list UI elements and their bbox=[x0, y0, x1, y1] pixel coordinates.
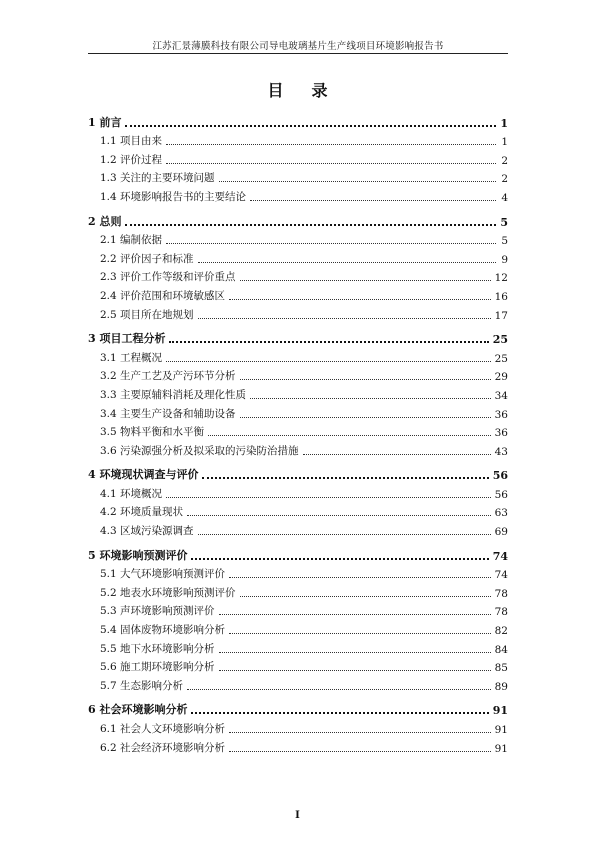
toc-entry-page: 4 bbox=[501, 191, 508, 204]
toc-entry-page: 2 bbox=[501, 154, 508, 167]
toc-entry-page: 5 bbox=[501, 235, 508, 248]
toc-chapter-entry[interactable] bbox=[88, 210, 508, 229]
toc-dot-leader bbox=[202, 476, 488, 479]
toc-entry-label: 5.7 生态影响分析 bbox=[100, 679, 184, 692]
toc-entry-page: 78 bbox=[494, 606, 508, 619]
toc-dot-leader bbox=[240, 378, 491, 380]
toc-entry-page: 34 bbox=[494, 389, 508, 402]
toc-entry-label: 2 总则 bbox=[88, 214, 122, 228]
toc-entry-page: 29 bbox=[494, 371, 508, 384]
toc-entry-page: 36 bbox=[494, 427, 508, 440]
toc-dot-leader bbox=[191, 711, 488, 714]
toc-dot-leader bbox=[125, 223, 496, 226]
toc-section-entry[interactable] bbox=[88, 148, 508, 167]
toc-entry-label: 5.3 声环境影响预测评价 bbox=[100, 605, 215, 618]
toc-entry-page: 84 bbox=[494, 643, 508, 656]
toc-dot-leader bbox=[166, 496, 491, 498]
toc-entry-page: 69 bbox=[494, 526, 508, 539]
toc-entry-page: 56 bbox=[492, 469, 508, 483]
toc-entry-page: 74 bbox=[494, 569, 508, 582]
toc-section-entry[interactable] bbox=[88, 581, 508, 600]
toc-entry-label: 3.2 生产工艺及产污环节分析 bbox=[100, 370, 236, 383]
toc-entry-label: 1.1 项目由来 bbox=[100, 135, 163, 148]
toc-entry-page: 1 bbox=[501, 136, 508, 149]
toc-dot-leader bbox=[250, 397, 491, 399]
table-of-contents bbox=[88, 111, 508, 755]
toc-entry-label: 3.4 主要生产设备和辅助设备 bbox=[100, 407, 236, 420]
toc-entry-label: 1 前言 bbox=[88, 115, 122, 129]
toc-entry-page: 43 bbox=[494, 445, 508, 458]
toc-entry-label: 4.2 环境质量现状 bbox=[100, 506, 184, 519]
toc-entry-page: 63 bbox=[494, 507, 508, 520]
toc-dot-leader bbox=[229, 750, 491, 752]
toc-dot-leader bbox=[198, 533, 491, 535]
toc-entry-label: 1.3 关注的主要环境问题 bbox=[100, 172, 215, 185]
toc-entry-label: 4.1 环境概况 bbox=[100, 487, 163, 500]
toc-entry-label: 6 社会环境影响分析 bbox=[88, 703, 188, 717]
toc-dot-leader bbox=[240, 416, 491, 418]
toc-entry-label: 3.5 物料平衡和水平衡 bbox=[100, 426, 205, 439]
toc-entry-label: 6.1 社会人文环境影响分析 bbox=[100, 723, 226, 735]
toc-chapter-entry[interactable] bbox=[88, 699, 508, 718]
toc-section-entry[interactable] bbox=[88, 618, 508, 637]
toc-section-entry[interactable] bbox=[88, 421, 508, 440]
toc-chapter-entry[interactable] bbox=[88, 464, 508, 483]
toc-entry-label: 5.1 大气环境影响预测评价 bbox=[100, 568, 226, 581]
toc-section-entry[interactable] bbox=[88, 637, 508, 656]
toc-dot-leader bbox=[219, 669, 491, 671]
toc-dot-leader bbox=[191, 557, 488, 560]
toc-section-entry[interactable] bbox=[88, 365, 508, 384]
toc-entry-page: 85 bbox=[494, 662, 508, 675]
page-title: 目录 bbox=[267, 81, 356, 100]
toc-dot-leader bbox=[229, 731, 491, 733]
toc-entry-label: 3 项目工程分析 bbox=[88, 332, 166, 346]
toc-entry-page: 17 bbox=[494, 309, 508, 322]
toc-section-entry[interactable] bbox=[88, 130, 508, 149]
toc-section-entry[interactable] bbox=[88, 482, 508, 501]
toc-section-entry[interactable] bbox=[88, 229, 508, 248]
toc-entry-label: 2.5 项目所在地规划 bbox=[100, 308, 194, 321]
toc-chapter-entry[interactable] bbox=[88, 544, 508, 563]
toc-entry-label: 2.1 编制依据 bbox=[100, 234, 163, 247]
toc-entry-label: 2.4 评价范围和环境敏感区 bbox=[100, 289, 226, 302]
toc-chapter-entry[interactable] bbox=[88, 111, 508, 130]
toc-entry-label: 4.3 区域污染源调查 bbox=[100, 525, 194, 538]
toc-dot-leader bbox=[229, 632, 491, 634]
toc-dot-leader bbox=[250, 199, 496, 201]
toc-section-entry[interactable] bbox=[88, 736, 508, 755]
toc-dot-leader bbox=[219, 613, 491, 615]
toc-entry-page: 74 bbox=[492, 549, 508, 563]
toc-entry-label: 3.1 工程概况 bbox=[100, 351, 163, 364]
toc-entry-page: 25 bbox=[492, 333, 508, 347]
toc-dot-leader bbox=[229, 298, 491, 300]
toc-section-entry[interactable] bbox=[88, 247, 508, 266]
toc-section-entry[interactable] bbox=[88, 600, 508, 619]
toc-entry-page: 91 bbox=[494, 724, 508, 736]
toc-entry-label: 1.4 环境影响报告书的主要结论 bbox=[100, 190, 247, 203]
toc-section-entry[interactable] bbox=[88, 674, 508, 693]
toc-section-entry[interactable] bbox=[88, 439, 508, 458]
toc-entry-page: 91 bbox=[492, 704, 508, 718]
toc-dot-leader bbox=[198, 317, 491, 319]
toc-entry-label: 6.2 社会经济环境影响分析 bbox=[100, 741, 226, 754]
toc-entry-label: 5.5 地下水环境影响分析 bbox=[100, 642, 215, 655]
toc-dot-leader bbox=[169, 340, 488, 343]
toc-dot-leader bbox=[303, 453, 491, 455]
toc-entry-page: 9 bbox=[501, 253, 508, 266]
page-number: I bbox=[295, 810, 300, 821]
toc-dot-leader bbox=[166, 143, 496, 145]
toc-section-entry[interactable] bbox=[88, 346, 508, 365]
toc-dot-leader bbox=[166, 162, 496, 164]
toc-entry-page: 16 bbox=[494, 290, 508, 303]
toc-dot-leader bbox=[219, 180, 496, 182]
header-rule bbox=[88, 53, 508, 54]
toc-entry-page: 56 bbox=[494, 488, 508, 501]
toc-entry-page: 82 bbox=[494, 625, 508, 638]
toc-chapter-entry[interactable] bbox=[88, 328, 508, 347]
toc-entry-label: 1.2 评价过程 bbox=[100, 153, 163, 166]
toc-entry-page: 1 bbox=[500, 116, 508, 130]
toc-section-entry[interactable] bbox=[88, 167, 508, 186]
toc-section-entry[interactable] bbox=[88, 717, 508, 736]
toc-entry-label: 5 环境影响预测评价 bbox=[88, 548, 188, 562]
toc-entry-label: 5.4 固体废物环境影响分析 bbox=[100, 624, 226, 637]
toc-dot-leader bbox=[219, 651, 491, 653]
toc-dot-leader bbox=[208, 434, 491, 436]
toc-entry-label: 5.2 地表水环境影响预测评价 bbox=[100, 586, 236, 599]
toc-dot-leader bbox=[187, 688, 491, 690]
toc-entry-label: 3.6 污染源强分析及拟采取的污染防治措施 bbox=[100, 444, 299, 457]
toc-dot-leader bbox=[198, 261, 496, 263]
toc-dot-leader bbox=[166, 360, 491, 362]
toc-dot-leader bbox=[229, 576, 491, 578]
toc-entry-page: 2 bbox=[501, 173, 508, 186]
toc-entry-label: 4 环境现状调查与评价 bbox=[88, 468, 199, 482]
toc-dot-leader bbox=[240, 595, 491, 597]
toc-section-entry[interactable] bbox=[88, 563, 508, 582]
toc-section-entry[interactable] bbox=[88, 284, 508, 303]
toc-section-entry[interactable] bbox=[88, 185, 508, 204]
toc-entry-page: 36 bbox=[494, 408, 508, 421]
toc-dot-leader bbox=[187, 514, 491, 516]
toc-entry-page: 12 bbox=[494, 272, 508, 285]
toc-dot-leader bbox=[166, 242, 496, 244]
toc-entry-page: 89 bbox=[494, 680, 508, 693]
toc-section-entry[interactable] bbox=[88, 519, 508, 538]
toc-section-entry[interactable] bbox=[88, 303, 508, 322]
toc-section-entry[interactable] bbox=[88, 266, 508, 285]
toc-entry-label: 5.6 施工期环境影响分析 bbox=[100, 661, 215, 674]
toc-entry-label: 2.2 评价因子和标准 bbox=[100, 252, 194, 265]
toc-entry-page: 5 bbox=[500, 215, 508, 229]
toc-section-entry[interactable] bbox=[88, 656, 508, 675]
toc-dot-leader bbox=[240, 279, 491, 281]
running-header: 江苏汇景薄膜科技有限公司导电玻璃基片生产线项目环境影响报告书 bbox=[152, 41, 444, 52]
toc-section-entry[interactable] bbox=[88, 383, 508, 402]
toc-section-entry[interactable] bbox=[88, 402, 508, 421]
toc-section-entry[interactable] bbox=[88, 501, 508, 520]
toc-dot-leader bbox=[125, 124, 496, 127]
toc-entry-page: 25 bbox=[494, 352, 508, 365]
toc-entry-page: 78 bbox=[494, 587, 508, 600]
toc-entry-page: 91 bbox=[494, 742, 508, 755]
toc-entry-label: 3.3 主要原辅料消耗及理化性质 bbox=[100, 388, 247, 401]
toc-entry-label: 2.3 评价工作等级和评价重点 bbox=[100, 271, 236, 284]
